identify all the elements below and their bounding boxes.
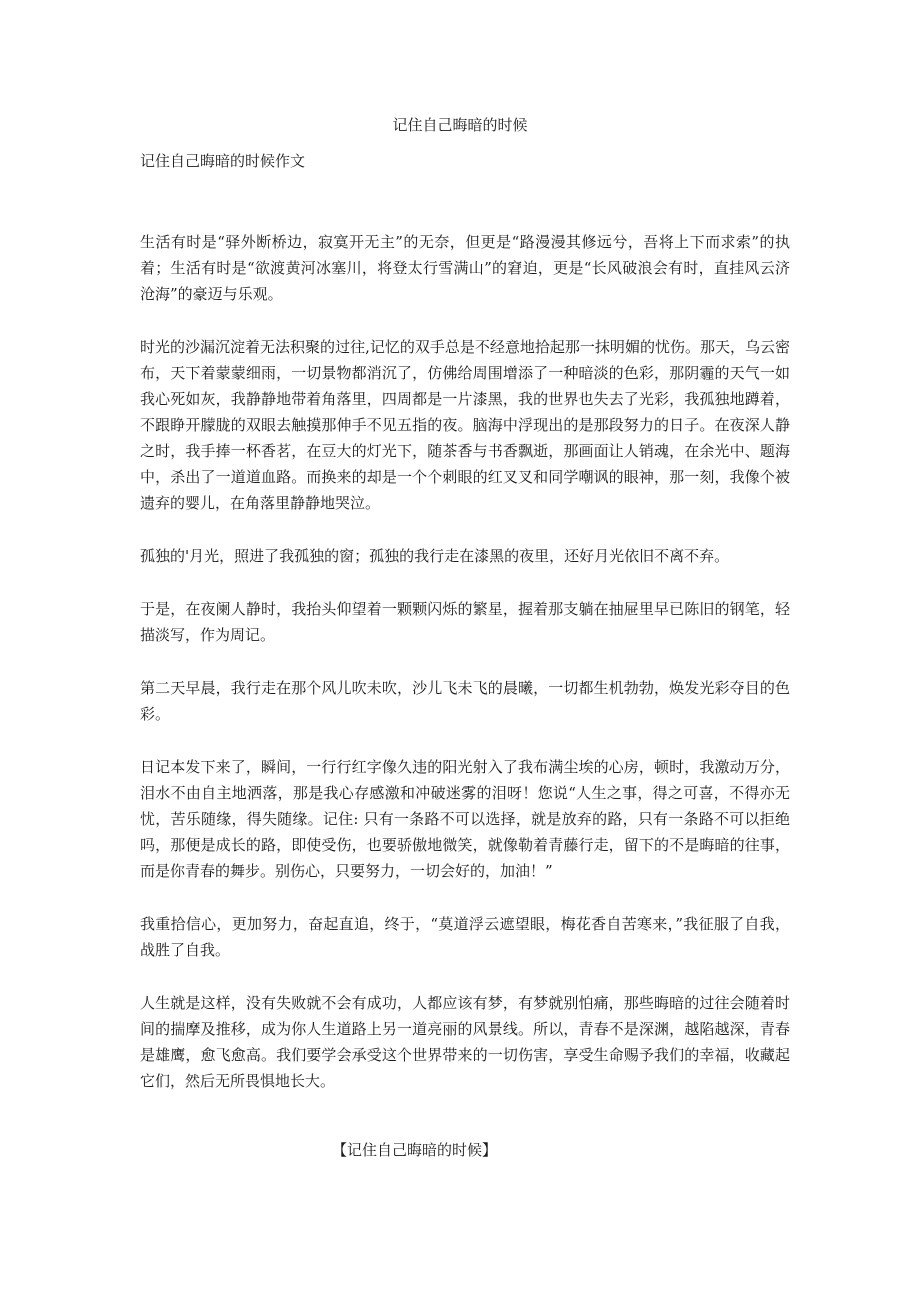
document-title: 记住自己晦暗的时候 [392, 116, 528, 134]
paragraph: 于是，在夜阑人静时，我抬头仰望着一颗颗闪烁的繁星，握着那支躺在抽屉里早已陈旧的钢笔，轻描淡写，作为周记。 [140, 600, 790, 644]
paragraph: 人生就是这样，没有失败就不会有成功，人都应该有梦，有梦就别怕痛，那些晦暗的过往会随着时间的揣摩及推移，成为你人生道路上另一道亮丽的风景线。所以，青春不是深渊，越陷越深，青春是雄鹰，愈飞愈高。我们要学会承受这个世界带来的一切伤害，享受生命赐予我们的幸福，收藏起它们，然后无所畏惧地长大。 [140, 994, 790, 1090]
paragraph: 时光的沙漏沉淀着无法积聚的过往,记忆的双手总是不经意地拾起那一抹明媚的忧伤。那天，乌云密布，天下着蒙蒙细雨，一切景物都消沉了，仿佛给周围增添了一种暗淡的色彩，那阴霾的天气一如我心死如灰，我静静地带着角落里，四周都是一片漆黑，我的世界也失去了光彩，我孤独地蹲着，不跟睁开朦胧的双眼去触摸那伸手不见五指的夜。脑海中浮现出的是那段努力的日子。在夜深人静之时，我手捧一杯香茗，在豆大的灯光下，随茶香与书香飘逝，那画面让人销魂，在余光中、题海中，杀出了一道道血路。而换来的却是一个个刺眼的红叉叉和同学嘲讽的眼神，那一刻，我像个被遗弃的婴儿，在角落里静静地哭泣。 [140, 338, 790, 512]
paragraph: 日记本发下来了，瞬间，一行行红字像久违的阳光射入了我布满尘埃的心房，顿时，我激动万分，泪水不由自主地洒落，那是我心存感激和冲破迷雾的泪呀！您说“人生之事，得之可喜，不得亦无忧，苦乐随缘，得失随缘。记住: 只有一条路不可以选择，就是放弃的路，只有一条路不可以拒绝吗，那便是成长的路，即使受伤，也要骄傲地微笑，就像勒着青藤行走，留下的不是晦暗的往事，而是你青春的舞步。别伤心，只要努力，一切会好的，加油！” [140, 758, 790, 880]
document-body [140, 229, 790, 1121]
document-subtitle: 记住自己晦暗的时候作文 [140, 152, 306, 170]
paragraph: 第二天早晨，我行走在那个风儿吹未吹，沙儿飞未飞的晨曦，一切都生机勃勃，焕发光彩夺目的色彩。 [140, 679, 790, 723]
document-footer-title: 【记住自己晦暗的时候】 [332, 1141, 498, 1159]
paragraph: 孤独的'月光，照进了我孤独的窗；孤独的我行走在漆黑的夜里，还好月光依旧不离不弃。 [140, 547, 730, 565]
paragraph: 我重拾信心，更加努力，奋起直追，终于，“莫道浮云遮望眼，梅花香自苦寒来，”我征服了自我，战胜了自我。 [140, 915, 790, 959]
paragraph: 生活有时是“驿外断桥边，寂寞开无主”的无奈，但更是“路漫漫其修远兮，吾将上下而求索”的执着；生活有时是“欲渡黄河冰塞川，将登太行雪满山”的窘迫，更是“长风破浪会有时，直挂风云济沧海”的豪迈与乐观。 [140, 233, 790, 303]
